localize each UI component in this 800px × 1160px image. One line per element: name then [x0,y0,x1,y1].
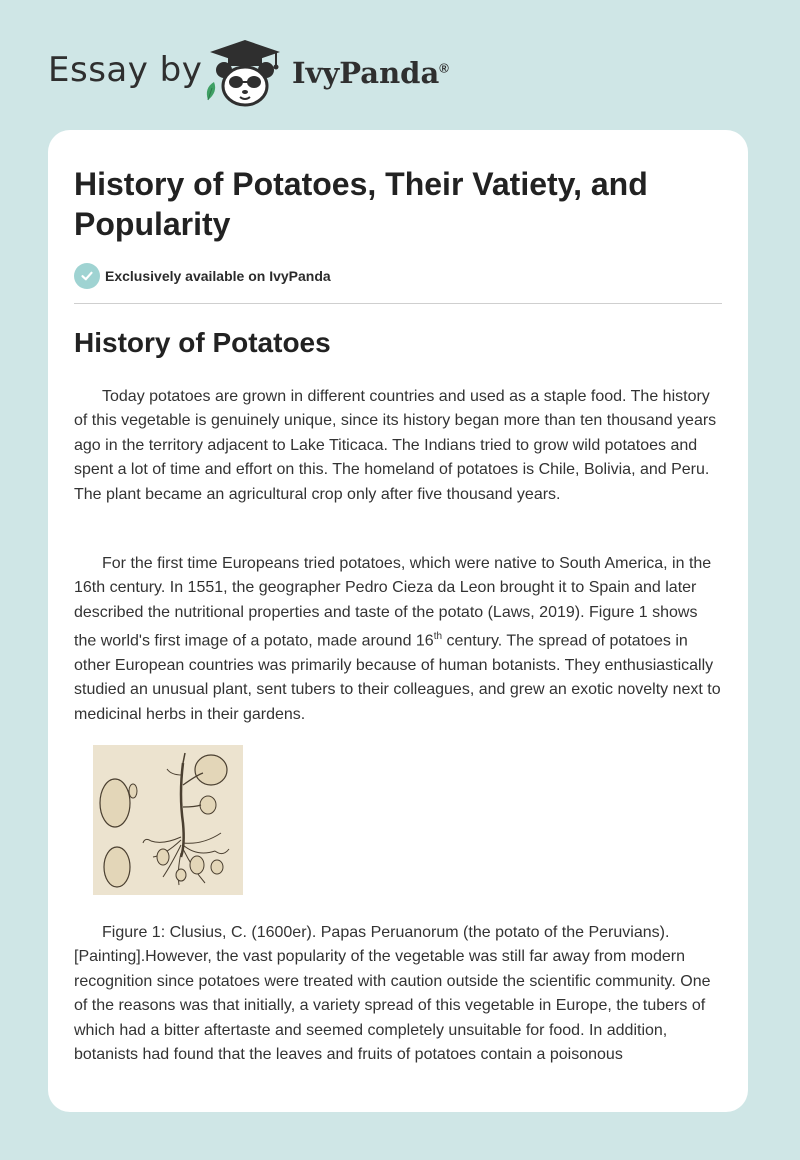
check-icon [74,263,100,289]
divider [74,303,722,304]
paragraph-3: Figure 1: Clusius, C. (1600er). Papas Peruanorum (the potato of the Peruvians). [Painting].However, the vast popularity of the vegetable was still far away from modern recognition since potatoes were treated with caution outside the scientific community. One of the reasons was that initially, a variety spread of this vegetable in Europe, the tubers of which had a bitter aftertaste and seemed completely unsuitable for food. In addition, botanists had found that the leaves and fruits of potatoes contain a poisonous [74,924,711,1064]
superscript-th: th [433,631,443,643]
panda-logo-icon[interactable] [200,36,290,108]
essay-card [48,130,748,1112]
section-heading: History of Potatoes [74,327,331,358]
essay-by-label: Essay by [48,50,203,90]
badge-label: Exclusively available on IvyPanda [105,268,331,284]
potato-figure-image [93,745,243,895]
page-title: History of Potatoes, Their Vatiety, and Popularity [74,166,648,242]
registered-mark: ® [439,60,449,76]
brand-name[interactable]: IvyPanda® [292,56,449,90]
paragraph-2-start: For the first time Europeans tried potatoes, which were native to South America, in the 16th century. In 1551, the geographer Pedro Cieza da Leon brought it to Spain and later described the nutritional properties and taste of the potato (Laws, 2019). Figure 1 shows the world's first image of a potato, made around 16 [74,555,712,650]
exclusive-badge [74,263,331,289]
paragraph-1: Today potatoes are grown in different countries and used as a staple food. The history of this vegetable is genuinely unique, since its history began more than ten thousand years ago in the territory adjacent to Lake Titicaca. The Indians tried to grow wild potatoes and spent a lot of time and effort on this. The homeland of potatoes is Chile, Bolivia, and Peru. The plant became an agricultural crop only after five thousand years. [74,388,717,503]
site-header [48,36,508,106]
potato-illustration-icon [93,745,243,895]
paragraph-2 [74,552,724,727]
paragraph-2-end: century. The spread of potatoes in other European countries was primarily because of human botanists. They enthusiastically studied an unusual plant, sent tubers to their colleagues, and grew an exotic novelty next to medicinal herbs in their gardens. [74,632,721,723]
